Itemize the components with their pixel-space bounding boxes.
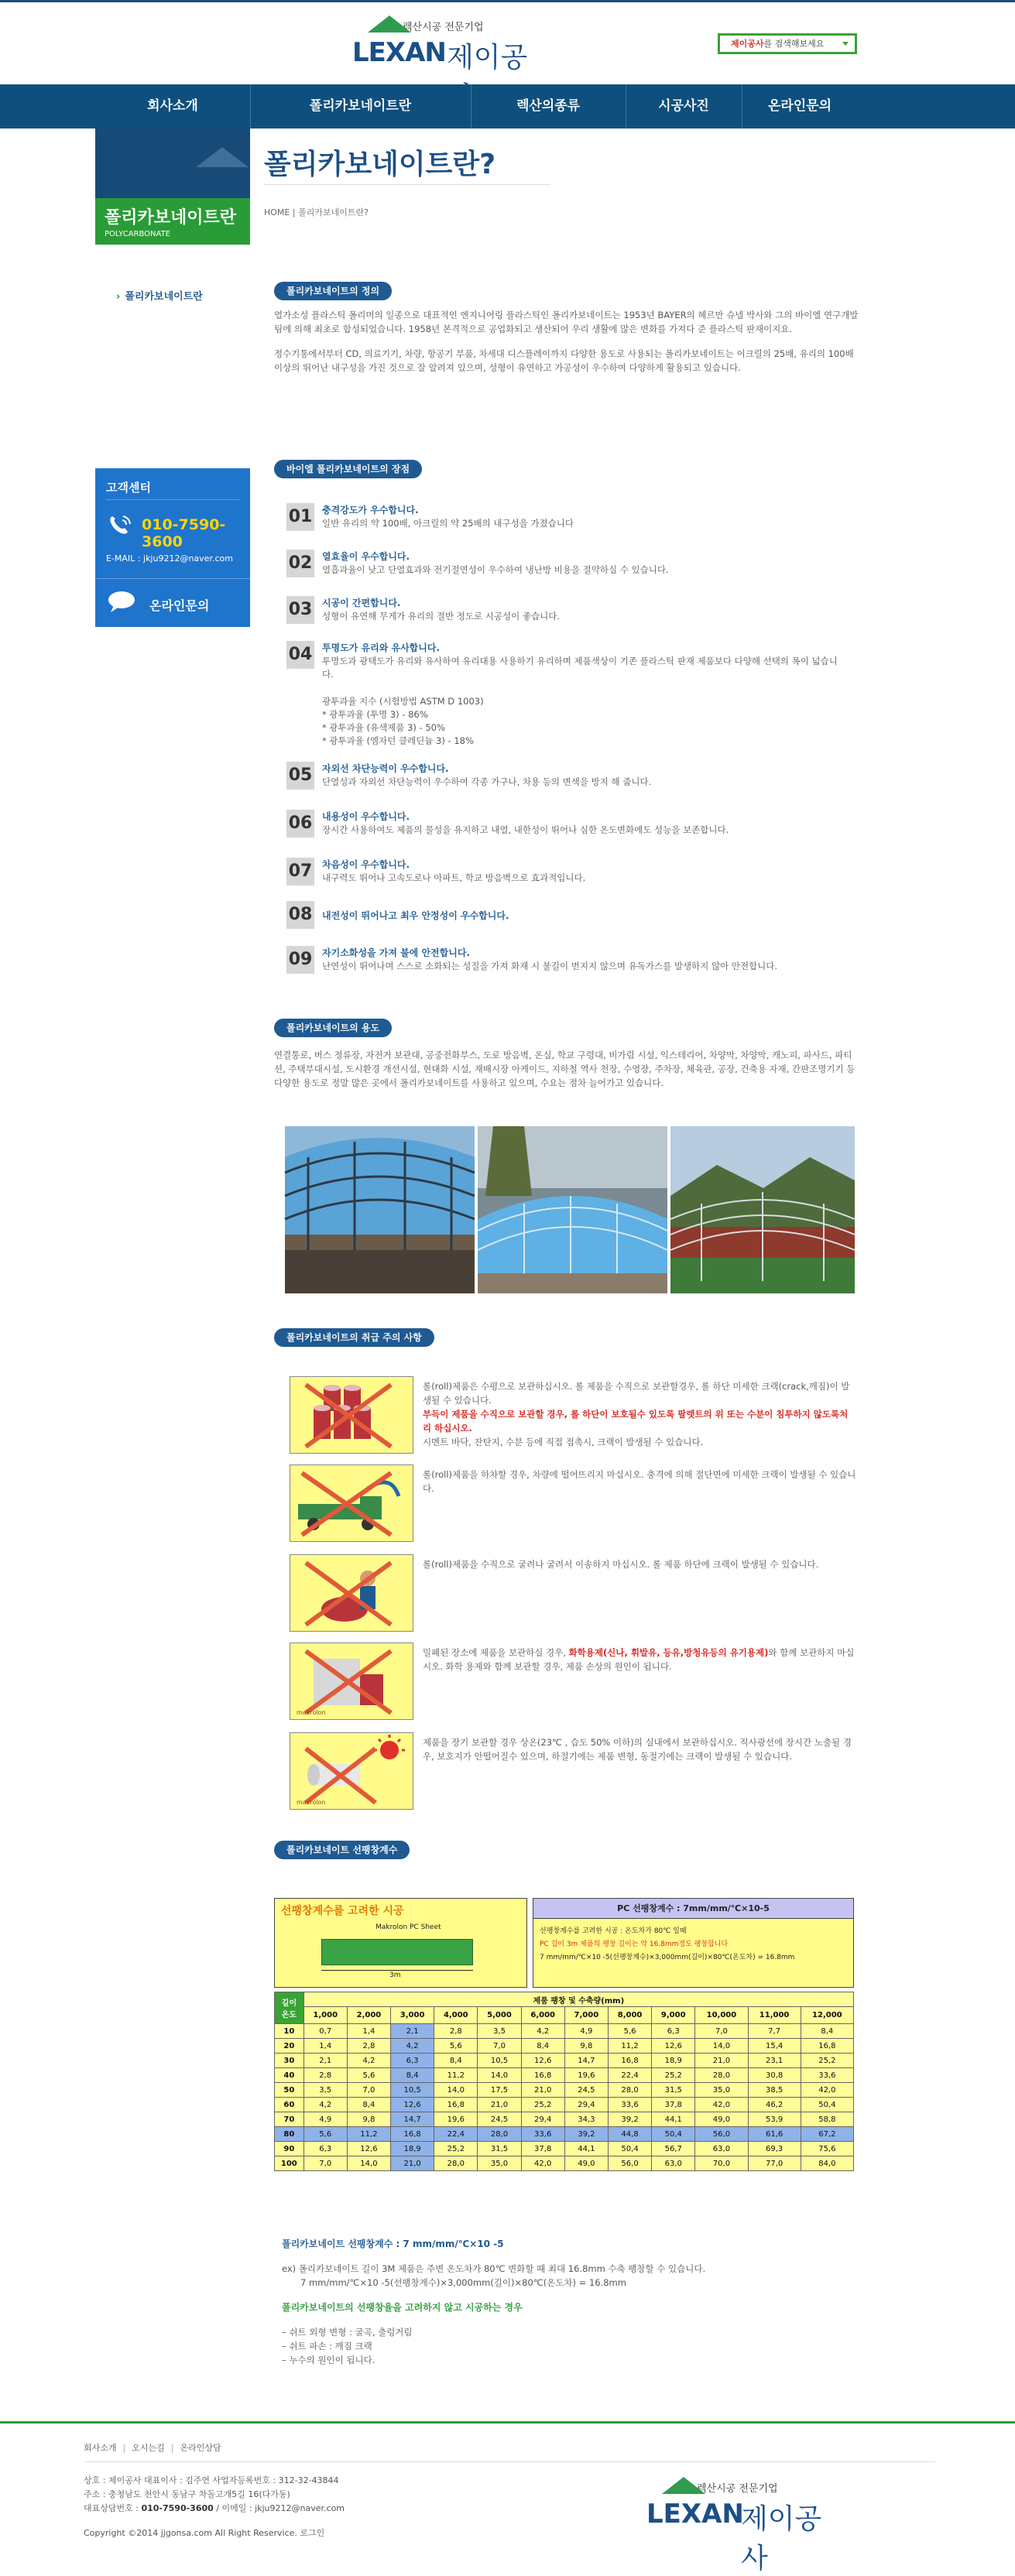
calc-line: 선팽창계수를 고려한 시공 : 온도차가 80℃ 일때: [540, 1927, 687, 1935]
section-handling: [274, 1328, 859, 1347]
handling-text: 와 함께 보관하지 마십시오. 화학 용제와 함께 보관할 경우, 제품 손상의 원인이 됩니다.: [423, 1647, 855, 1672]
table-corner-cell: 길이 온도: [275, 1992, 304, 2024]
advantage-desc: 투명도과 광택도가 유리와 유사하여 유리대용 사용하기 유리하며 제품색상이 기존 플라스틱 판재 제품보다 다양해 선택의 폭이 넓습니다.: [322, 656, 838, 680]
table-cell: 42,0: [521, 2156, 564, 2171]
table-cell: 11,2: [347, 2127, 390, 2142]
table-row: [275, 2024, 854, 2039]
table-cell: 16,8: [801, 2039, 853, 2054]
table-cell: 67,2: [801, 2127, 853, 2142]
online-inquiry-link[interactable]: 온라인문의: [149, 598, 210, 613]
table-cell: 1,4: [303, 2039, 347, 2054]
table-cell: 4,2: [521, 2024, 564, 2039]
advantage-number: 01: [286, 503, 314, 531]
definition-paragraph: 열가소성 플라스틱 폴리머의 일종으로 대표적인 엔지니어링 플라스틱인 폴리카보네이트는 1953년 BAYER의 헤르만 슈넬 박사와 그의 바이엘 연구개발팀에 의해 최초로 합성되었습니다. 1958년 본격적으로 공업화되고 생산되어 우리 생활에 많은 변화를 가져다 준 플라스틱 판재이지요.: [274, 310, 859, 334]
advantage-number: 06: [286, 810, 314, 838]
table-cell: 14,0: [347, 2156, 390, 2171]
table-cell: 9,8: [564, 2039, 608, 2054]
table-cell: 14,7: [564, 2054, 608, 2068]
table-cell: 18,9: [391, 2142, 434, 2156]
table-cell: 14,0: [434, 2083, 478, 2098]
advantage-heading: 열효율이 우수합니다.: [322, 551, 410, 562]
expansion-caution-item: – 누수의 원인이 됩니다.: [282, 2355, 375, 2365]
logo-tagline: 렉산시공 전문기업: [697, 2483, 778, 2495]
table-cell: 12,6: [391, 2098, 434, 2112]
advantage-number: 08: [286, 901, 314, 929]
column-header: 10,000: [695, 2007, 748, 2024]
advantage-heading: 내용성이 우수합니다.: [322, 811, 410, 822]
column-header: 3,000: [391, 2007, 434, 2024]
divider: [106, 499, 239, 500]
table-cell: 5,6: [347, 2068, 390, 2083]
table-cell: 8,4: [391, 2068, 434, 2083]
table-cell: 7,0: [347, 2083, 390, 2098]
table-cell: 12,6: [521, 2054, 564, 2068]
expansion-formula: 7 mm/mm/℃×10 -5(선팽창계수)×3,000mm(길이)×80℃(온도차) = 16.8mm: [300, 2277, 626, 2288]
expansion-table: [274, 1992, 854, 2171]
row-header: 30: [275, 2054, 304, 2068]
section-title: 폴리카보네이트의 취급 주의 사항: [274, 1328, 434, 1347]
table-cell: 28,0: [434, 2156, 478, 2171]
table-cell: 5,6: [434, 2039, 478, 2054]
footer-link-company[interactable]: 회사소개: [84, 2443, 117, 2453]
advantage-item: [286, 596, 852, 631]
advantage-desc: 난연성이 뛰어나며 스스로 소화되는 성질을 가져 화재 시 불길이 번지지 않으며 유독가스를 발생하지 않아 안전합니다.: [322, 961, 778, 971]
uses-paragraph: 연결통로, 버스 정류장, 자전거 보관대, 공중전화부스, 도로 방음벽, 온실, 학교 구령대, 비가림 시설, 익스테리어, 차양막, 차양막, 캐노피, 파사드, 파티션, 주택부대시설, 도시환경 개선시설, 현대화 시설, 재배시장 아케이드, 지하철 역사 천장, 수영장, 주차장, 체육관, 공장, 건축용 자재, 간판조명기기 등 다양한 용도로 정말 많은 곳에서 폴리카보네이트를 사용하고 있으며, 수요는 점차 늘어가고 있습니다.: [274, 1050, 856, 1088]
advantage-desc: 단열성과 자외선 차단능력이 우수하여 각종 가구나, 차용 등의 변색을 방지 해 줍니다.: [322, 776, 652, 787]
table-cell: 12,6: [347, 2142, 390, 2156]
expansion-caution-item: – 쉬트 파손 : 깨짐 크랙: [282, 2341, 372, 2352]
handling-note: [423, 1646, 856, 1673]
sidebar-subtitle: POLYCARBONATE: [105, 230, 171, 238]
title-underline: [264, 184, 550, 185]
phone-icon: [106, 513, 134, 536]
table-cell: 15,4: [748, 2039, 801, 2054]
table-cell: 24,5: [478, 2112, 521, 2127]
install-photo: [285, 1126, 475, 1293]
page-title: 폴리카보네이트란?: [264, 149, 496, 180]
table-cell: 5,6: [608, 2024, 651, 2039]
advantage-item: [286, 550, 852, 584]
table-cell: 14,0: [478, 2068, 521, 2083]
chat-bubble-icon: [106, 590, 137, 613]
sidebar-title: 폴리카보네이트란: [105, 208, 237, 228]
table-header: 제품 팽창 및 수축량(mm): [303, 1992, 853, 2007]
handling-text: 롤(roll)제품은 수평으로 보관하십시오. 롤 제품을 수직으로 보관할경우, 롤 하단 미세한 크랙(crack,깨짐)이 발생될 수 있습니다.: [423, 1381, 850, 1406]
table-cell: 2,8: [303, 2068, 347, 2083]
table-cell: 46,2: [748, 2098, 801, 2112]
divider: [95, 578, 250, 579]
row-header: 90: [275, 2142, 304, 2156]
table-cell: 49,0: [564, 2156, 608, 2171]
table-cell: 21,0: [478, 2098, 521, 2112]
row-header: 10: [275, 2024, 304, 2039]
table-cell: 11,2: [608, 2039, 651, 2054]
table-cell: 10,5: [478, 2054, 521, 2068]
section-advantages: [274, 460, 859, 478]
dimension-line: [321, 1970, 473, 1971]
table-cell: 11,2: [434, 2068, 478, 2083]
column-header: 4,000: [434, 2007, 478, 2024]
footer-top-line: [0, 2421, 1015, 2424]
table-cell: 35,0: [695, 2083, 748, 2098]
svg-text:makrolon: makrolon: [297, 1799, 326, 1806]
table-cell: 4,2: [391, 2039, 434, 2054]
advantage-number: 03: [286, 596, 314, 624]
table-cell: 31,5: [652, 2083, 695, 2098]
nav-lexan-types[interactable]: 렉산의종류: [516, 98, 581, 114]
top-accent-line: [0, 0, 1015, 2]
sunlight-warning-icon: [290, 1732, 413, 1810]
nav-online-inquiry[interactable]: 온라인문의: [767, 98, 832, 114]
footer-phone[interactable]: 010-7590-3600: [141, 2503, 214, 2513]
column-header: 5,000: [478, 2007, 521, 2024]
table-cell: 4,2: [303, 2098, 347, 2112]
stacked-rolls-warning-icon: [290, 1376, 413, 1454]
diagram-sheet-label: Makrolon PC Sheet: [375, 1923, 441, 1931]
table-cell: 61,6: [748, 2127, 801, 2142]
table-cell: 2,1: [303, 2054, 347, 2068]
site-logo[interactable]: [352, 15, 554, 74]
table-cell: 17,5: [478, 2083, 521, 2098]
column-header: 1,000: [303, 2007, 347, 2024]
table-cell: 50,4: [608, 2142, 651, 2156]
advantage-desc: 일반 유리의 약 100배, 아크릴의 약 25배의 내구성을 가졌습니다: [322, 518, 574, 529]
section-title: 폴리카보네이트 선팽창계수: [274, 1841, 410, 1859]
table-cell: 2,1: [391, 2024, 434, 2039]
table-row: [275, 2098, 854, 2112]
table-cell: 30,8: [748, 2068, 801, 2083]
table-cell: 10,5: [391, 2083, 434, 2098]
table-cell: 3,5: [303, 2083, 347, 2098]
search-keyword: 제이공사: [731, 39, 764, 49]
table-cell: 2,8: [347, 2039, 390, 2054]
column-header: 7,000: [564, 2007, 608, 2024]
column-header: 11,000: [748, 2007, 801, 2024]
table-cell: 38,5: [748, 2083, 801, 2098]
table-cell: 25,2: [801, 2054, 853, 2068]
advantage-number: 09: [286, 946, 314, 974]
advantage-heading: 내전성이 뛰어나고 최우 안정성이 우수합니다.: [322, 910, 509, 921]
advantage-item: [286, 901, 852, 932]
handling-note: 롤(roll)제품을 수직으로 굴려나 굴려서 이송하지 마십시오. 롤 제품 하단에 크랙이 발생될 수 있습니다.: [423, 1559, 819, 1570]
breadcrumb: HOME | 폴리카보네이트란?: [264, 207, 369, 218]
advantage-item: [286, 858, 852, 892]
advantage-number: 02: [286, 550, 314, 577]
search-suffix: 를 검색해보세요: [763, 39, 825, 49]
column-header: 9,000: [652, 2007, 695, 2024]
logo-company-name: 제이공: [447, 42, 528, 74]
column-header: 2,000: [347, 2007, 390, 2024]
table-cell: 33,6: [801, 2068, 853, 2083]
advantage-heading: 충격강도가 우수합니다.: [322, 505, 419, 516]
customer-center: [95, 468, 250, 627]
footer-contact: [84, 2502, 345, 2514]
table-cell: 16,8: [608, 2054, 651, 2068]
table-cell: 22,4: [434, 2127, 478, 2142]
table-cell: 7,0: [303, 2156, 347, 2171]
advantage-item: [286, 641, 852, 757]
expansion-diagram: [274, 1898, 527, 1988]
table-row: [275, 2054, 854, 2068]
table-cell: 37,8: [521, 2142, 564, 2156]
table-cell: 8,4: [434, 2054, 478, 2068]
advantage-heading: 투명도가 유리와 유사합니다.: [322, 642, 441, 653]
footer-email[interactable]: / 이메일 : jkju9212@naver.com: [213, 2503, 345, 2513]
row-header: 20: [275, 2039, 304, 2054]
table-cell: 50,4: [801, 2098, 853, 2112]
advantage-desc: 장시간 사용하여도 제품의 물성을 유지하고 내열, 내한성이 뛰어나 심한 온도변화에도 성능을 보존합니다.: [322, 824, 729, 835]
logo-brand: LEXAN: [646, 2499, 744, 2530]
table-row: [275, 2068, 854, 2083]
light-transmission-item: * 광투과율 (유색제품 3) - 50%: [322, 722, 445, 733]
truck-unload-warning-icon: [290, 1464, 413, 1542]
table-cell: 56,0: [608, 2156, 651, 2171]
table-cell: 4,9: [303, 2112, 347, 2127]
table-cell: 16,8: [434, 2098, 478, 2112]
advantage-desc: 성형이 유연해 무게가 유리의 절반 정도로 시공성이 좋습니다.: [322, 611, 560, 622]
table-cell: 21,0: [695, 2054, 748, 2068]
table-cell: 3,5: [478, 2024, 521, 2039]
column-header: 12,000: [801, 2007, 853, 2024]
table-cell: 7,0: [695, 2024, 748, 2039]
handling-text: 밀폐된 장소에 제품을 보관하실 경우,: [423, 1647, 566, 1658]
handling-warning-text: 부득이 제품을 수직으로 보관할 경우, 롤 하단이 보호될수 있도록 팔렛트의 위 또는 수분이 침투하지 않도록처리 하십시오.: [423, 1409, 849, 1434]
table-row: [275, 2039, 854, 2054]
advantage-desc: 열흡과율이 낮고 단열효과와 전기절연성이 우수하여 냉난방 비용을 절약하실 수 있습니다.: [322, 564, 669, 575]
svg-text:makrolon: makrolon: [297, 1709, 326, 1716]
section-title: 바이엘 폴리카보네이트의 장점: [274, 460, 422, 478]
expansion-coefficient-note: 폴리카보네이트 선팽창계수 : 7 mm/mm/℃×10 -5: [282, 2239, 504, 2249]
table-cell: 63,0: [652, 2156, 695, 2171]
roof-mark-icon: [196, 147, 249, 167]
table-cell: 9,8: [347, 2112, 390, 2127]
nav-polycarbonate[interactable]: 폴리카보네이트란: [309, 98, 412, 114]
install-photo: [478, 1126, 667, 1293]
table-cell: 33,6: [521, 2127, 564, 2142]
table-cell: 49,0: [695, 2112, 748, 2127]
pc-sheet-shape: [321, 1939, 473, 1965]
table-cell: 1,4: [347, 2024, 390, 2039]
expansion-caution-item: – 쉬트 외형 변형 : 굴곡, 출렁거림: [282, 2327, 413, 2338]
table-cell: 8,4: [347, 2098, 390, 2112]
expansion-example: ex) 폴리카보네이트 길이 3M 제품은 주변 온도차가 80℃ 변화할 때 최대 16.8mm 수축 팽창할 수 있습니다.: [282, 2263, 706, 2274]
footer-copyright: Copyright ©2014 jjgonsa.com All Right Reservice. 로그인: [84, 2528, 325, 2538]
footer-links: 회사소개 | 오시는길 | 온라인상담: [84, 2443, 221, 2453]
table-cell: 63,0: [695, 2142, 748, 2156]
calc-line: PC 길이 3m 제품의 팽창 길이는 약 16.8mm정도 팽창합니다: [540, 1941, 729, 1948]
table-cell: 7,7: [748, 2024, 801, 2039]
table-row: [275, 2112, 854, 2127]
advantage-item: [286, 946, 852, 981]
table-cell: 24,5: [564, 2083, 608, 2098]
table-cell: 2,8: [434, 2024, 478, 2039]
light-transmission-item: * 광투과율 (투명 3) - 86%: [322, 709, 428, 720]
table-cell: 75,6: [801, 2142, 853, 2156]
chevron-down-icon: [842, 42, 849, 46]
advantage-heading: 자외선 차단능력이 우수합니다.: [322, 763, 449, 774]
section-definition: [274, 282, 859, 375]
column-header: 6,000: [521, 2007, 564, 2024]
table-cell: 0,7: [303, 2024, 347, 2039]
advantage-heading: 자기소화성을 가져 불에 안전합니다.: [322, 947, 470, 958]
rolling-warning-icon: [290, 1554, 413, 1632]
section-title: 폴리카보네이트의 정의: [274, 282, 392, 300]
main-nav: [0, 84, 1015, 128]
table-cell: 34,3: [564, 2112, 608, 2127]
table-cell: 69,3: [748, 2142, 801, 2156]
row-header: 70: [275, 2112, 304, 2127]
advantage-number: 04: [286, 641, 314, 669]
table-cell: 42,0: [801, 2083, 853, 2098]
logo-company-name: 제이공사: [741, 2503, 822, 2574]
table-cell: 31,5: [478, 2142, 521, 2156]
table-cell: 56,0: [695, 2127, 748, 2142]
table-cell: 16,8: [521, 2068, 564, 2083]
sidebar-item-polycarbonate[interactable]: [116, 288, 203, 303]
diagram-title: 선팽창계수를 고려한 시공: [281, 1905, 404, 1917]
search-banner[interactable]: [718, 33, 857, 54]
row-header: 80: [275, 2127, 304, 2142]
footer-address: 주소 : 충청남도 천안시 동남구 차돌고개5길 16(다가동): [84, 2489, 290, 2499]
expansion-calc-box: [533, 1898, 854, 1988]
handling-note: 롤(roll)제품을 하차할 경우, 차량에 떨어뜨리지 마십시오. 충격에 의해 절단면에 미세한 크랙이 발생될 수 있습니다.: [423, 1469, 856, 1494]
table-cell: 6,3: [303, 2142, 347, 2156]
table-row: [275, 2127, 854, 2142]
table-cell: 4,9: [564, 2024, 608, 2039]
table-cell: 44,8: [608, 2127, 651, 2142]
install-photo: [670, 1126, 855, 1293]
calc-title: PC 선팽창계수 : 7mm/mm/℃×10-5: [533, 1899, 853, 1919]
table-cell: 28,0: [695, 2068, 748, 2083]
handling-note: [423, 1379, 856, 1449]
nav-photos[interactable]: 시공사진: [658, 98, 709, 114]
table-cell: 14,0: [695, 2039, 748, 2054]
definition-paragraph: 정수기통에서부터 CD, 의료기기, 차량, 항공기 부품, 차세대 디스플레이까지 다양한 용도로 사용되는 폴리카보네이트는 이크릴의 25배, 유리의 100배 이상의 뛰어난 내구성을 가진 것으로 잘 알려져 있으며, 성형이 유연하고 가공성이 우수하여 다양하게 활용되고 있습니다.: [274, 348, 854, 373]
footer-divider: [84, 2461, 935, 2462]
table-cell: 44,1: [652, 2112, 695, 2127]
table-cell: 19,6: [564, 2068, 608, 2083]
table-cell: 6,3: [391, 2054, 434, 2068]
chemical-warning-icon: [290, 1643, 413, 1720]
footer-logo[interactable]: [646, 2477, 848, 2574]
section-thermal-expansion: [274, 1841, 859, 1859]
footer-link-directions[interactable]: 오시는길: [132, 2443, 165, 2453]
advantage-item: [286, 762, 852, 796]
table-cell: 14,7: [391, 2112, 434, 2127]
table-cell: 37,8: [652, 2098, 695, 2112]
table-cell: 8,4: [521, 2039, 564, 2054]
table-cell: 28,0: [478, 2127, 521, 2142]
calc-line: 7 mm/mm/℃×10 -5(선팽창계수)×3,000mm(길이)×80℃(온도차) = 16.8mm: [540, 1954, 795, 1961]
sidebar-title-box: [95, 198, 250, 245]
table-cell: 23,1: [748, 2054, 801, 2068]
table-cell: 25,2: [434, 2142, 478, 2156]
table-cell: 18,9: [652, 2054, 695, 2068]
table-cell: 56,7: [652, 2142, 695, 2156]
table-cell: 50,4: [652, 2127, 695, 2142]
table-cell: 84,0: [801, 2156, 853, 2171]
cs-phone[interactable]: 010-7590-3600: [142, 516, 226, 550]
advantage-desc: 내구력도 뛰어나 고속도로나 아파트, 학교 방음벽으로 효과적입니다.: [322, 872, 586, 883]
table-cell: 25,2: [652, 2068, 695, 2083]
diagram-length: 3m: [389, 1971, 401, 1979]
table-cell: 39,2: [564, 2127, 608, 2142]
advantage-heading: 시공이 간편합니다.: [322, 598, 401, 608]
table-cell: 16,8: [391, 2127, 434, 2142]
light-transmission-item: * 광투과율 (엠자던 클레딘늄 3) - 18%: [322, 735, 474, 746]
footer-contact-label: 대표상담번호 :: [84, 2503, 142, 2513]
table-cell: 53,9: [748, 2112, 801, 2127]
table-cell: 6,3: [652, 2024, 695, 2039]
chevron-right-icon: ›: [116, 291, 121, 303]
advantage-item: [286, 503, 852, 538]
table-cell: 22,4: [608, 2068, 651, 2083]
handling-warning-text: 화학용제(신나, 휘발유, 등유,방청유등의 유기용제): [568, 1647, 769, 1658]
advantage-number: 05: [286, 762, 314, 790]
table-row: [275, 2083, 854, 2098]
table-cell: 39,2: [608, 2112, 651, 2127]
handling-text: 시멘트 바닥, 잔탄지, 수분 등에 직접 접촉시, 크랙이 발생될 수 있습니다.: [423, 1437, 704, 1447]
row-header: 40: [275, 2068, 304, 2083]
table-cell: 8,4: [801, 2024, 853, 2039]
table-row: [275, 2156, 854, 2171]
advantage-heading: 차음성이 우수합니다.: [322, 859, 410, 870]
table-cell: 12,6: [652, 2039, 695, 2054]
table-cell: 5,6: [303, 2127, 347, 2142]
table-cell: 29,4: [564, 2098, 608, 2112]
table-cell: 21,0: [391, 2156, 434, 2171]
row-header: 100: [275, 2156, 304, 2171]
logo-brand: LEXAN: [352, 37, 446, 68]
row-header: 50: [275, 2083, 304, 2098]
table-cell: 25,2: [521, 2098, 564, 2112]
section-uses: [274, 1019, 859, 1090]
cs-email[interactable]: E-MAIL : jkju9212@naver.com: [106, 553, 233, 564]
light-transmission-title: 광투과율 지수 (시험방법 ASTM D 1003): [322, 696, 484, 707]
advantage-number: 07: [286, 858, 314, 886]
handling-note: 제품을 장기 보관할 경우 상온(23℃ , 습도 50% 이하)의 실내에서 보관하십시오. 직사광선에 장시간 노출될 경우, 보호지가 안떨어질수 있으며, 하절기에는 제품 변형, 동절기에는 크랙이 발생될 수 있습니다.: [423, 1737, 852, 1762]
table-cell: 77,0: [748, 2156, 801, 2171]
row-header: 60: [275, 2098, 304, 2112]
nav-company[interactable]: 회사소개: [147, 98, 198, 114]
footer-company-info: 상호 : 제이공사 대표이사 : 김주연 사업자등록번호 : 312-32-43844: [84, 2475, 339, 2485]
advantage-item: [286, 810, 852, 844]
table-cell: 33,6: [608, 2098, 651, 2112]
sidebar-item-label: 폴리카보네이트란: [125, 291, 203, 303]
logo-tagline: 렉산시공 전문기업: [403, 22, 484, 33]
table-cell: 7,0: [478, 2039, 521, 2054]
table-cell: 21,0: [521, 2083, 564, 2098]
table-row: [275, 2142, 854, 2156]
section-title: 폴리카보네이트의 용도: [274, 1019, 392, 1037]
cs-title: 고객센터: [106, 481, 151, 495]
expansion-caution-title: 폴리카보네이트의 선팽창율을 고려하지 않고 시공하는 경우: [282, 2302, 523, 2313]
table-cell: 42,0: [695, 2098, 748, 2112]
footer-link-online-inquiry[interactable]: 온라인상담: [180, 2443, 221, 2453]
table-cell: 70,0: [695, 2156, 748, 2171]
table-cell: 28,0: [608, 2083, 651, 2098]
table-cell: 29,4: [521, 2112, 564, 2127]
table-cell: 44,1: [564, 2142, 608, 2156]
column-header: 8,000: [608, 2007, 651, 2024]
table-cell: 4,2: [347, 2054, 390, 2068]
table-cell: 58,8: [801, 2112, 853, 2127]
table-cell: 19,6: [434, 2112, 478, 2127]
table-cell: 35,0: [478, 2156, 521, 2171]
